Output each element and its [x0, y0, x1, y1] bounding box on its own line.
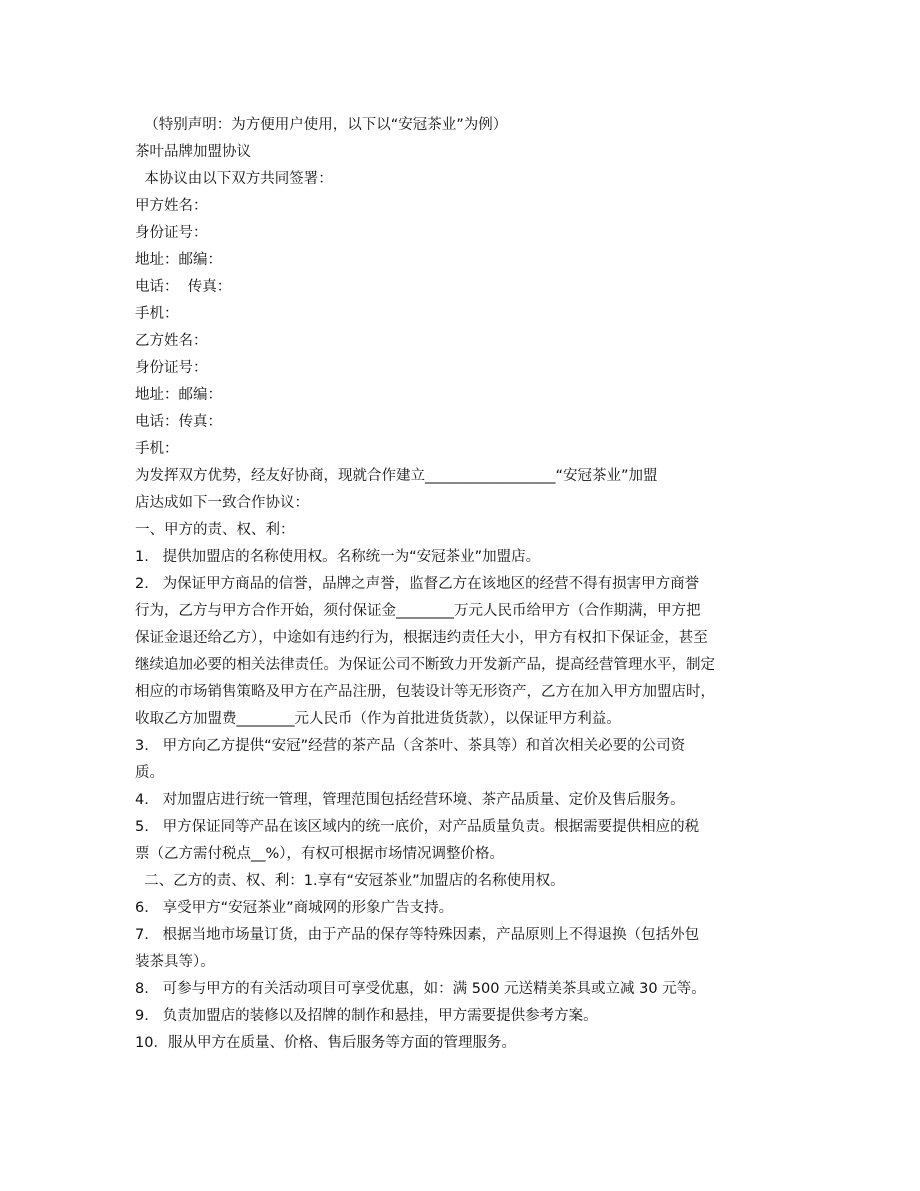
preamble-line: 为发挥双方优势，经友好协商，现就合作建立__________________“安冠茶业”加盟 [135, 468, 658, 484]
section-heading-party-a: 一、甲方的责、权、利： [135, 522, 295, 538]
clause-line: 相应的市场销售策略及甲方在产品注册，包装设计等无形资产，乙方在加入甲方加盟店时， [135, 684, 715, 700]
clause-line: 10．服从甲方在质量、价格、售后服务等方面的管理服务。 [135, 1035, 516, 1051]
party-b-phone-fax-field: 电话：传真： [135, 414, 222, 430]
preamble-line: 店达成如下一致合作协议： [135, 495, 309, 511]
clause-line: 2. 为保证甲方商品的信誉，品牌之声誉，监督乙方在该地区的经营不得有损害甲方商誉 [135, 576, 700, 592]
clause-line: 票（乙方需付税点__%），有权可根据市场情况调整价格。 [135, 846, 505, 862]
party-b-mobile-field: 手机： [135, 441, 179, 457]
clause-line: 保证金退还给乙方），中途如有违约行为，根据违约责任大小，甲方有权扣下保证金，甚至 [135, 630, 708, 646]
clause-line: 5. 甲方保证同等产品在该区域内的统一底价，对产品质量负责。根据需要提供相应的税 [135, 819, 700, 835]
clause-line: 质。 [135, 765, 164, 781]
clause-line: 7. 根据当地市场量订货，由于产品的保存等特殊因素，产品原则上不得退换（包括外包 [135, 927, 700, 943]
party-a-name-field: 甲方姓名： [135, 198, 208, 214]
clause-line: 9. 负责加盟店的装修以及招牌的制作和悬挂，甲方需要提供参考方案。 [135, 1008, 598, 1024]
clause-line: 4. 对加盟店进行统一管理，管理范围包括经营环境、茶产品质量、定价及售后服务。 [135, 792, 685, 808]
party-a-address-field: 地址：邮编： [135, 252, 222, 268]
party-b-id-field: 身份证号： [135, 360, 208, 376]
clause-line: 继续追加必要的相关法律责任。为保证公司不断致力开发新产品，提高经营管理水平，制定 [135, 657, 715, 673]
clause-line: 1. 提供加盟店的名称使用权。名称统一为“安冠茶业”加盟店。 [135, 549, 541, 565]
document-body [135, 112, 785, 1057]
clause-line: 3. 甲方向乙方提供“安冠”经营的茶产品（含茶叶、茶具等）和首次相关必要的公司资 [135, 738, 686, 754]
clause-line: 6. 享受甲方“安冠茶业”商城网的形象广告支持。 [135, 900, 454, 916]
clause-line: 行为，乙方与甲方合作开始，须付保证金________万元人民币给甲方（合作期满，甲方把 [135, 603, 701, 619]
party-a-id-field: 身份证号： [135, 225, 208, 241]
section-heading-party-b: 二、乙方的责、权、利：1.享有“安冠茶业”加盟店的名称使用权。 [135, 873, 565, 889]
party-b-address-field: 地址：邮编： [135, 387, 222, 403]
special-statement: （特别声明：为方便用户使用，以下以“安冠茶业”为例） [135, 117, 508, 133]
clause-line: 收取乙方加盟费________元人民币（作为首批进货货款），以保证甲方利益。 [135, 711, 621, 727]
document-title: 茶叶品牌加盟协议 [135, 144, 251, 160]
clause-line: 装茶具等）。 [135, 954, 215, 970]
party-b-name-field: 乙方姓名： [135, 333, 208, 349]
signing-intro: 本协议由以下双方共同签署： [135, 171, 333, 187]
party-a-phone-fax-field: 电话： 传真： [135, 279, 232, 295]
clause-line: 8. 可参与甲方的有关活动项目可享受优惠，如：满 500 元送精美茶具或立减 30 元等。 [135, 981, 706, 997]
party-a-mobile-field: 手机： [135, 306, 179, 322]
